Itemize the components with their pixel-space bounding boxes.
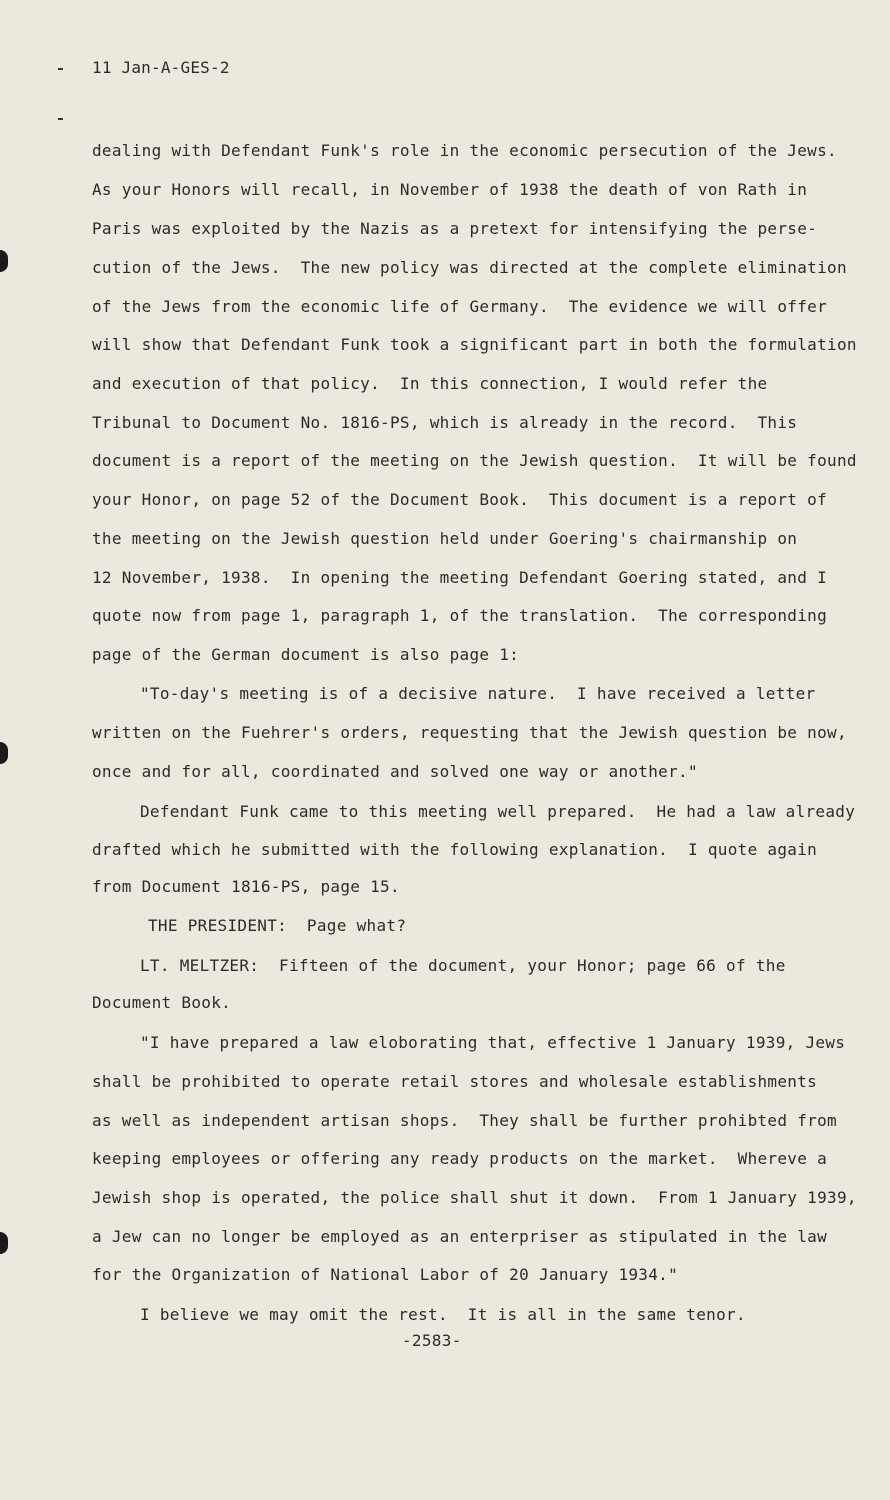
punch-hole xyxy=(0,742,8,764)
text-line: the meeting on the Jewish question held under Goering's chairmanship on xyxy=(92,529,798,548)
text-line: document is a report of the meeting on the Jewish question. It will be found xyxy=(92,451,857,470)
page-number: -2583- xyxy=(402,1331,462,1350)
quote-line: "I have prepared a law eloborating that, effective 1 January 1939, Jews xyxy=(140,1033,846,1052)
punch-hole xyxy=(0,250,8,272)
text-line: and execution of that policy. In this connection, I would refer the xyxy=(92,374,768,393)
text-line: page of the German document is also page 1: xyxy=(92,645,520,664)
text-line: drafted which he submitted with the following explanation. I quote again xyxy=(92,840,818,859)
text-line: Paris was exploited by the Nazis as a pretext for intensifying the perse- xyxy=(92,219,818,238)
text-line: Document Book. xyxy=(92,993,232,1012)
margin-mark xyxy=(58,118,63,120)
text-line: 12 November, 1938. In opening the meeting Defendant Goering stated, and I xyxy=(92,568,828,587)
text-line: dealing with Defendant Funk's role in the economic persecution of the Jews. xyxy=(92,141,837,160)
text-line: Tribunal to Document No. 1816-PS, which is already in the record. This xyxy=(92,413,798,432)
quote-line: keeping employees or offering any ready products on the market. Whereve a xyxy=(92,1149,828,1168)
speaker-line: THE PRESIDENT: Page what? xyxy=(148,916,407,935)
text-line: your Honor, on page 52 of the Document Book. This document is a report of xyxy=(92,490,828,509)
quote-line: once and for all, coordinated and solved one way or another." xyxy=(92,762,698,781)
quote-line: shall be prohibited to operate retail stores and wholesale establishments xyxy=(92,1072,818,1091)
text-line: I believe we may omit the rest. It is all in the same tenor. xyxy=(140,1305,746,1324)
quote-line: a Jew can no longer be employed as an enterpriser as stipulated in the law xyxy=(92,1227,828,1246)
quote-line: "To-day's meeting is of a decisive nature. I have received a letter xyxy=(140,684,816,703)
text-line: As your Honors will recall, in November of 1938 the death of von Rath in xyxy=(92,180,808,199)
quote-line: as well as independent artisan shops. They shall be further prohibted from xyxy=(92,1111,837,1130)
document-header: 11 Jan-A-GES-2 xyxy=(92,58,230,77)
quote-line: written on the Fuehrer's orders, requesting that the Jewish question be now, xyxy=(92,723,847,742)
punch-hole xyxy=(0,1232,8,1254)
text-line: Defendant Funk came to this meeting well prepared. He had a law already xyxy=(140,802,856,821)
text-line: from Document 1816-PS, page 15. xyxy=(92,877,400,896)
speaker-line: LT. MELTZER: Fifteen of the document, your Honor; page 66 of the xyxy=(140,956,786,975)
text-line: cution of the Jews. The new policy was directed at the complete elimination xyxy=(92,258,847,277)
margin-mark xyxy=(58,68,63,70)
quote-line: for the Organization of National Labor of 20 January 1934." xyxy=(92,1265,679,1284)
text-line: will show that Defendant Funk took a significant part in both the formulation xyxy=(92,335,857,354)
text-line: quote now from page 1, paragraph 1, of the translation. The corresponding xyxy=(92,606,828,625)
quote-line: Jewish shop is operated, the police shall shut it down. From 1 January 1939, xyxy=(92,1188,857,1207)
text-line: of the Jews from the economic life of Germany. The evidence we will offer xyxy=(92,297,828,316)
